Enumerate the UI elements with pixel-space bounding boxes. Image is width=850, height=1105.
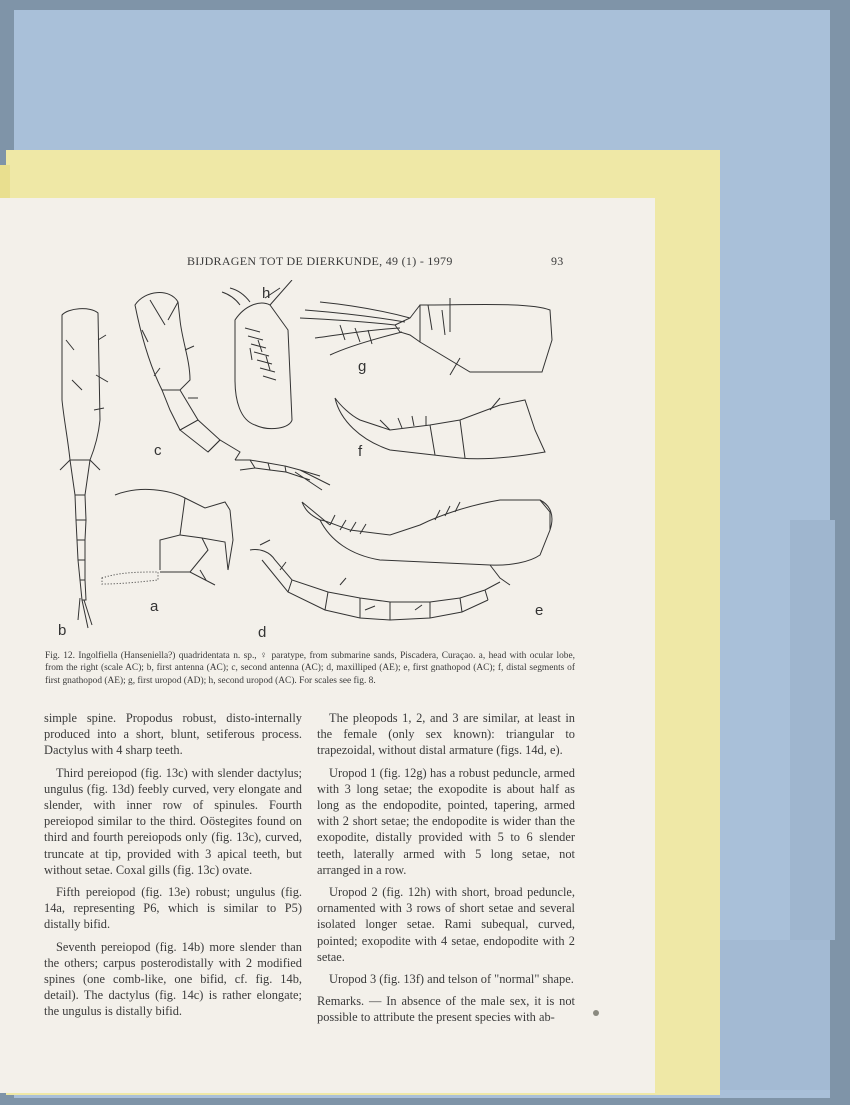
drawing-b-first-antenna: [60, 309, 108, 628]
right-text-column: [317, 710, 575, 1032]
panel-label-b: b: [58, 622, 67, 639]
drawing-h-second-uropod: [222, 280, 292, 429]
drawing-e-first-gnathopod: [302, 500, 552, 585]
page-number: 93: [551, 254, 564, 268]
paragraph-remarks: Remarks. — In absence of the male sex, it is not possible to attribute the present species with ab-: [317, 994, 575, 1025]
panel-label-f: f: [358, 443, 363, 460]
panel-label-e: e: [535, 602, 544, 619]
paragraph: Uropod 1 (fig. 12g) has a robust peduncle, armed with 3 long setae; the exopodite is about half as long as the endopodite, pointed, tapering, armed with 2 short setae; the endopodite is wider than the exopodite, distally provided with 5 to 6 slender teeth, laterally armed with 5 long setae, not arranged in a row.: [317, 765, 575, 877]
paragraph: Seventh pereiopod (fig. 14b) more slender than the others; carpus posterodistally with 2 modified spines (one comb-like, one bifid, cf. fig. 14b, detail). The dactylus (fig. 14c) is rather elongate; the ungulus is distally bifid.: [44, 939, 302, 1019]
panel-label-c: c: [154, 442, 162, 459]
drawing-a-head: [102, 489, 233, 585]
paragraph: simple spine. Propodus robust, disto-internally produced into a short, blunt, setiferous process. Dactylus with 4 sharp teeth.: [44, 711, 302, 758]
panel-label-g: g: [358, 358, 367, 375]
drawing-c-second-antenna: [135, 293, 330, 490]
paragraph: Uropod 2 (fig. 12h) with short, broad peduncle, ornamented with 3 rows of short setae and several isolated longer setae. Rami subequal, curved, pointed; exopodite with 4 setae, endopodite with 2 setae.: [317, 885, 575, 964]
panel-label-h: h: [262, 285, 271, 302]
panel-label-a: a: [150, 598, 159, 615]
paragraph: Uropod 3 (fig. 13f) and telson of "normal" shape.: [329, 972, 574, 987]
blue-sheet-flap: [790, 520, 835, 940]
paragraph: Third pereiopod (fig. 13c) with slender dactylus; ungulus (fig. 13d) feebly curved, very elongate and slender, with inner row of spinules. Fourth pereiopod similar to the third. Oöstegites found on third and fourth pereiopods only (fig. 13c), curved, truncate at tip, provided with 3 apical teeth, but without setae. Coxal gills (fig. 13c) ovate.: [44, 765, 302, 877]
drawing-d-maxilliped: [250, 540, 500, 620]
panel-label-d: d: [258, 624, 267, 641]
drawing-g-first-uropod: [300, 298, 552, 375]
pin-mark: [593, 1010, 599, 1016]
drawing-f-gnathopod-segments: [335, 398, 545, 459]
figure-caption: Fig. 12. Ingolfiella (Hanseniella?) quadridentata n. sp., ♀ paratype, from submarine sands, Piscadera, Curaçao. a, head with ocular lobe, from the right (scale AC); b, first antenna (AC); c, second antenna (AC); d, maxilliped (AE); e, first gnathopod (AC); f, distal segments of first gnathopod (AE); g, first uropod (AD); h, second uropod (AC). For scales see fig. 8.: [45, 651, 575, 686]
journal-title: BIJDRAGEN TOT DE DIERKUNDE, 49 (1) - 1979: [187, 254, 453, 268]
paragraph: Fifth pereiopod (fig. 13e) robust; ungulus (fig. 14a, representing P6, which is similar to P5) distally bifid.: [44, 885, 302, 932]
figure-drawings: [30, 280, 590, 645]
figure-12: [30, 280, 590, 645]
journal-page: [0, 198, 655, 1093]
left-text-column: [44, 710, 302, 1026]
paragraph: The pleopods 1, 2, and 3 are similar, at least in the female (only sex known): triangular to trapezoidal, without distal armature (figs. 14d, e).: [317, 711, 575, 758]
